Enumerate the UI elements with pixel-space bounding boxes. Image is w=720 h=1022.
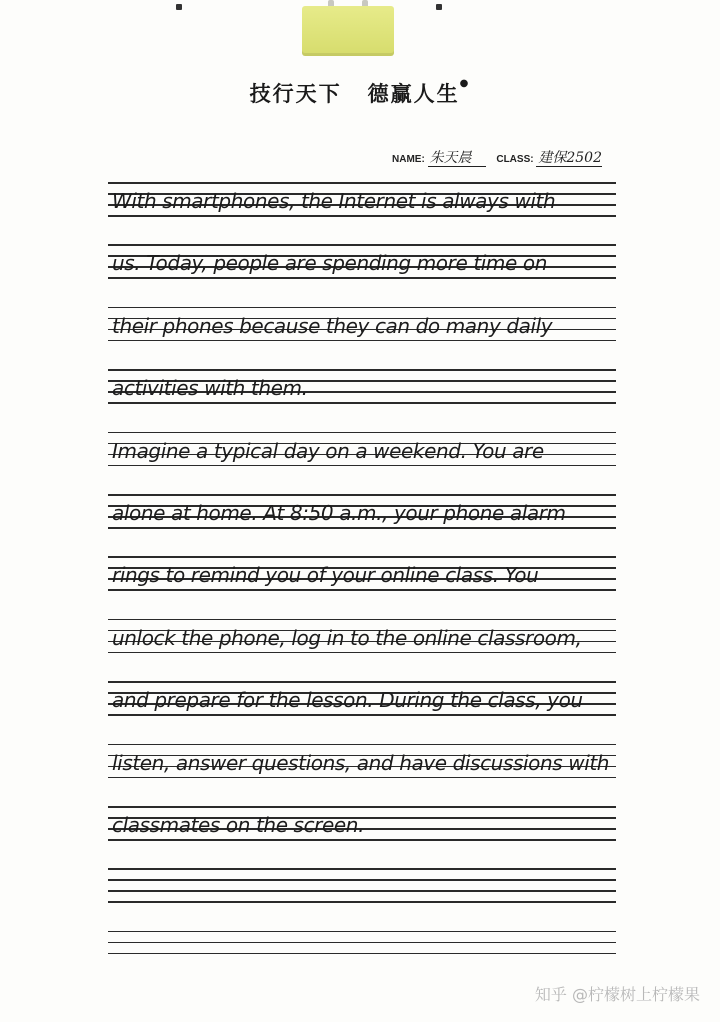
ruled-line — [108, 953, 616, 955]
ruled-line — [108, 879, 616, 881]
ruled-line — [108, 681, 616, 683]
ruled-line — [108, 182, 616, 184]
essay-line: their phones because they can do many daily — [112, 313, 553, 338]
essay-line: classmates on the screen. — [112, 813, 365, 837]
motto-left: 技行天下 — [249, 81, 342, 106]
ruled-line — [108, 806, 616, 808]
ruled-line — [108, 556, 616, 558]
essay-line: us. Today, people are spending more time on — [112, 251, 547, 276]
essay-line: rings to remind you of your online class. You — [112, 563, 539, 588]
ruled-line — [108, 931, 616, 933]
ruled-line — [108, 901, 616, 903]
class-value: 建保2502 — [538, 150, 602, 166]
ruled-line — [108, 494, 616, 496]
essay-line: listen, answer questions, and have discussions with — [112, 750, 610, 775]
ruled-line — [108, 369, 616, 371]
name-value: 朱天晨 — [428, 150, 486, 167]
dot-icon: ● — [459, 78, 471, 89]
watermark: 知乎 @柠檬树上柠檬果 — [534, 985, 700, 1004]
ruled-line — [108, 244, 616, 246]
essay-line: activities with them. — [112, 376, 308, 401]
essay-line: alone at home. At 8:50 a.m., your phone alarm — [112, 501, 566, 525]
ruled-line — [108, 942, 616, 944]
essay-line: Imagine a typical day on a weekend. You are — [112, 438, 544, 463]
ruled-line — [108, 868, 616, 870]
ruled-line — [108, 890, 616, 892]
name-label: NAME: — [392, 154, 425, 165]
ruled-line — [108, 432, 616, 434]
essay-line: and prepare for the lesson. During the class, you — [112, 688, 583, 713]
essay-line: With smartphones, the Internet is always with — [112, 189, 556, 213]
ruled-line — [108, 744, 616, 746]
class-label: CLASS: — [496, 154, 534, 165]
ruled-line — [108, 307, 616, 309]
ruled-line — [108, 619, 616, 621]
motto-right: 德赢人生 — [367, 81, 460, 106]
essay-line: unlock the phone, log in to the online classroom, — [112, 625, 582, 650]
